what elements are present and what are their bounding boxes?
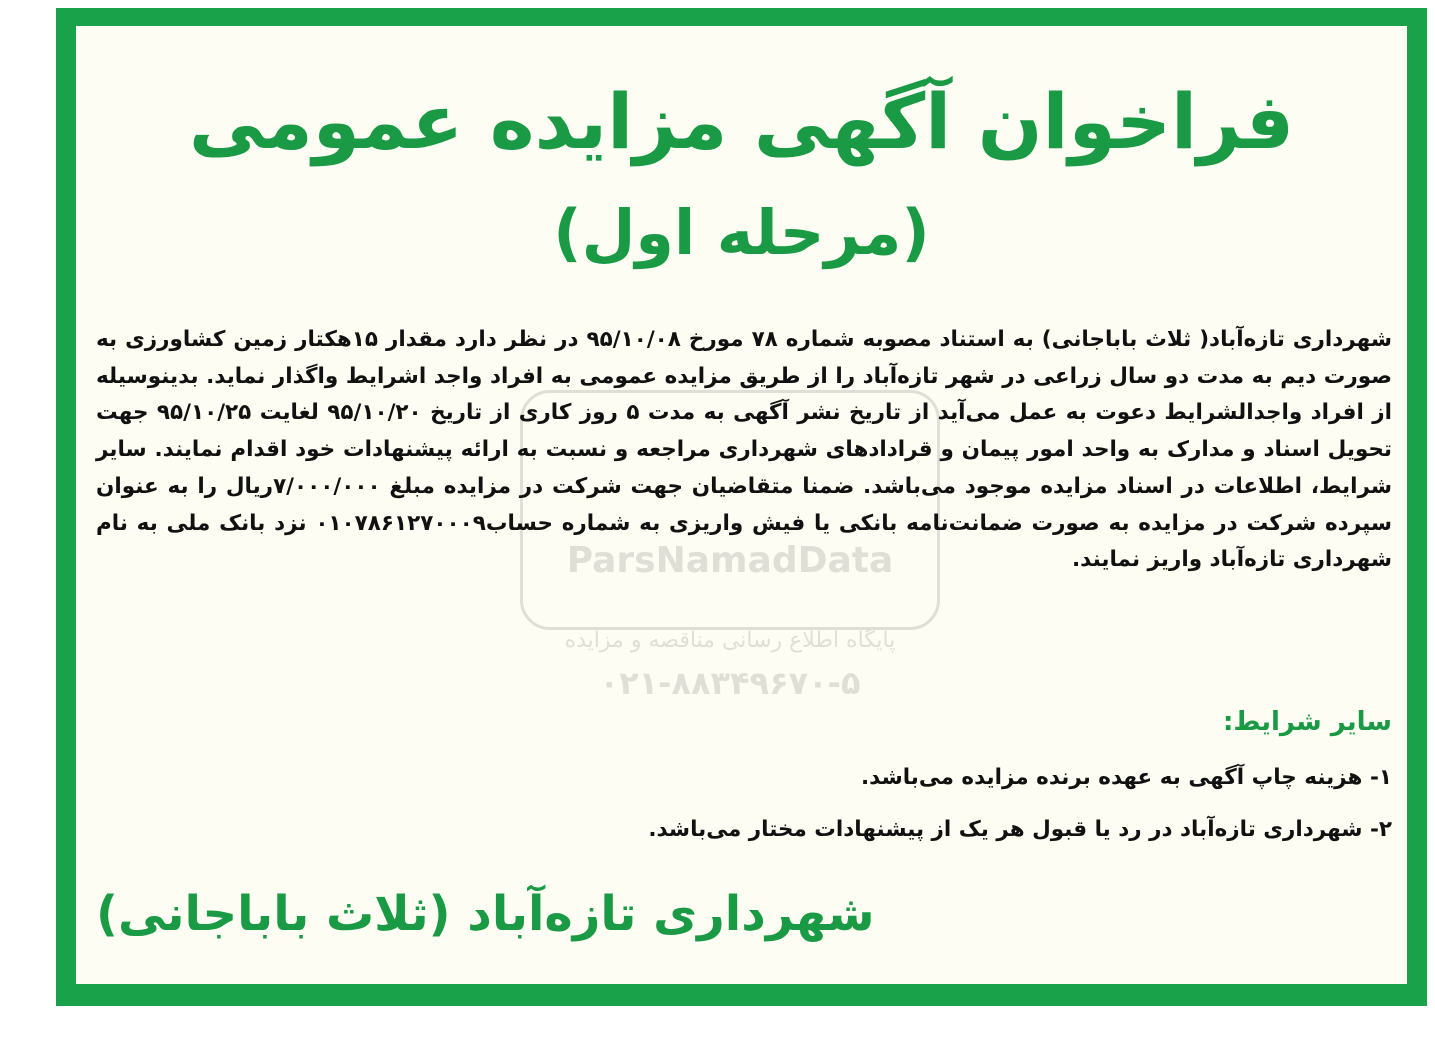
condition-item-1: ۱- هزینه چاپ آگهی به عهده برنده مزایده می‌باشد.: [860, 765, 1392, 790]
watermark-phone: ۰۲۱-۸۸۳۴۹۶۷۰-۵: [599, 664, 861, 702]
notice-title: فراخوان آگهی مزایده عمومی: [188, 77, 1295, 166]
watermark-brand: ParsNamadData: [566, 540, 894, 581]
notice-subtitle: (مرحله اول): [553, 196, 930, 269]
conditions-heading: سایر شرایط:: [1223, 707, 1392, 737]
signature: شهرداری تازه‌آباد (ثلاث باباجانی): [96, 886, 875, 942]
watermark-caption: پایگاه اطلاع رسانی مناقصه و مزایده: [564, 628, 896, 653]
notice-body: شهرداری تازه‌آباد( ثلاث باباجانی) به استناد مصوبه شماره ۷۸ مورخ ۹۵/۱۰/۰۸ در نظر دارد مقدار ۱۵هکتار زمین کشاورزی به صورت دیم به مدت دو سال زراعی در شهر تازه‌آباد را از طریق مزایده عمومی به افراد واجد اشرایط واگذار نماید. بدینوسیله از افراد واجدالشرایط دعوت به عمل می‌آید از تاریخ نشر آگهی به مدت ۵ روز کاری از تاریخ ۹۵/۱۰/۲۰ لغایت ۹۵/۱۰/۲۵ جهت تحویل اسناد و مدارک به واحد امور پیمان و قرادادهای شهرداری مراجعه و نسبت به ارائه پیشنهادات خود اقدام نمایند. سایر شرایط، اطلاعات در اسناد مزایده موجود می‌باشد. ضمنا متقاضیان جهت شرکت در مزایده مبلغ ۷/۰۰۰/۰۰۰ریال را به عنوان سپرده شرکت در مزایده به صورت ضمانت‌نامه بانکی یا فیش واریزی به شماره حساب۰۱۰۷۸۶۱۲۷۰۰۰۹ نزد بانک ملی به نام شهرداری تازه‌آباد واریز نمایند.: [96, 327, 1392, 573]
condition-item-2: ۲- شهرداری تازه‌آباد در رد یا قبول هر یک از پیشنهادات مختار می‌باشد.: [648, 817, 1392, 842]
